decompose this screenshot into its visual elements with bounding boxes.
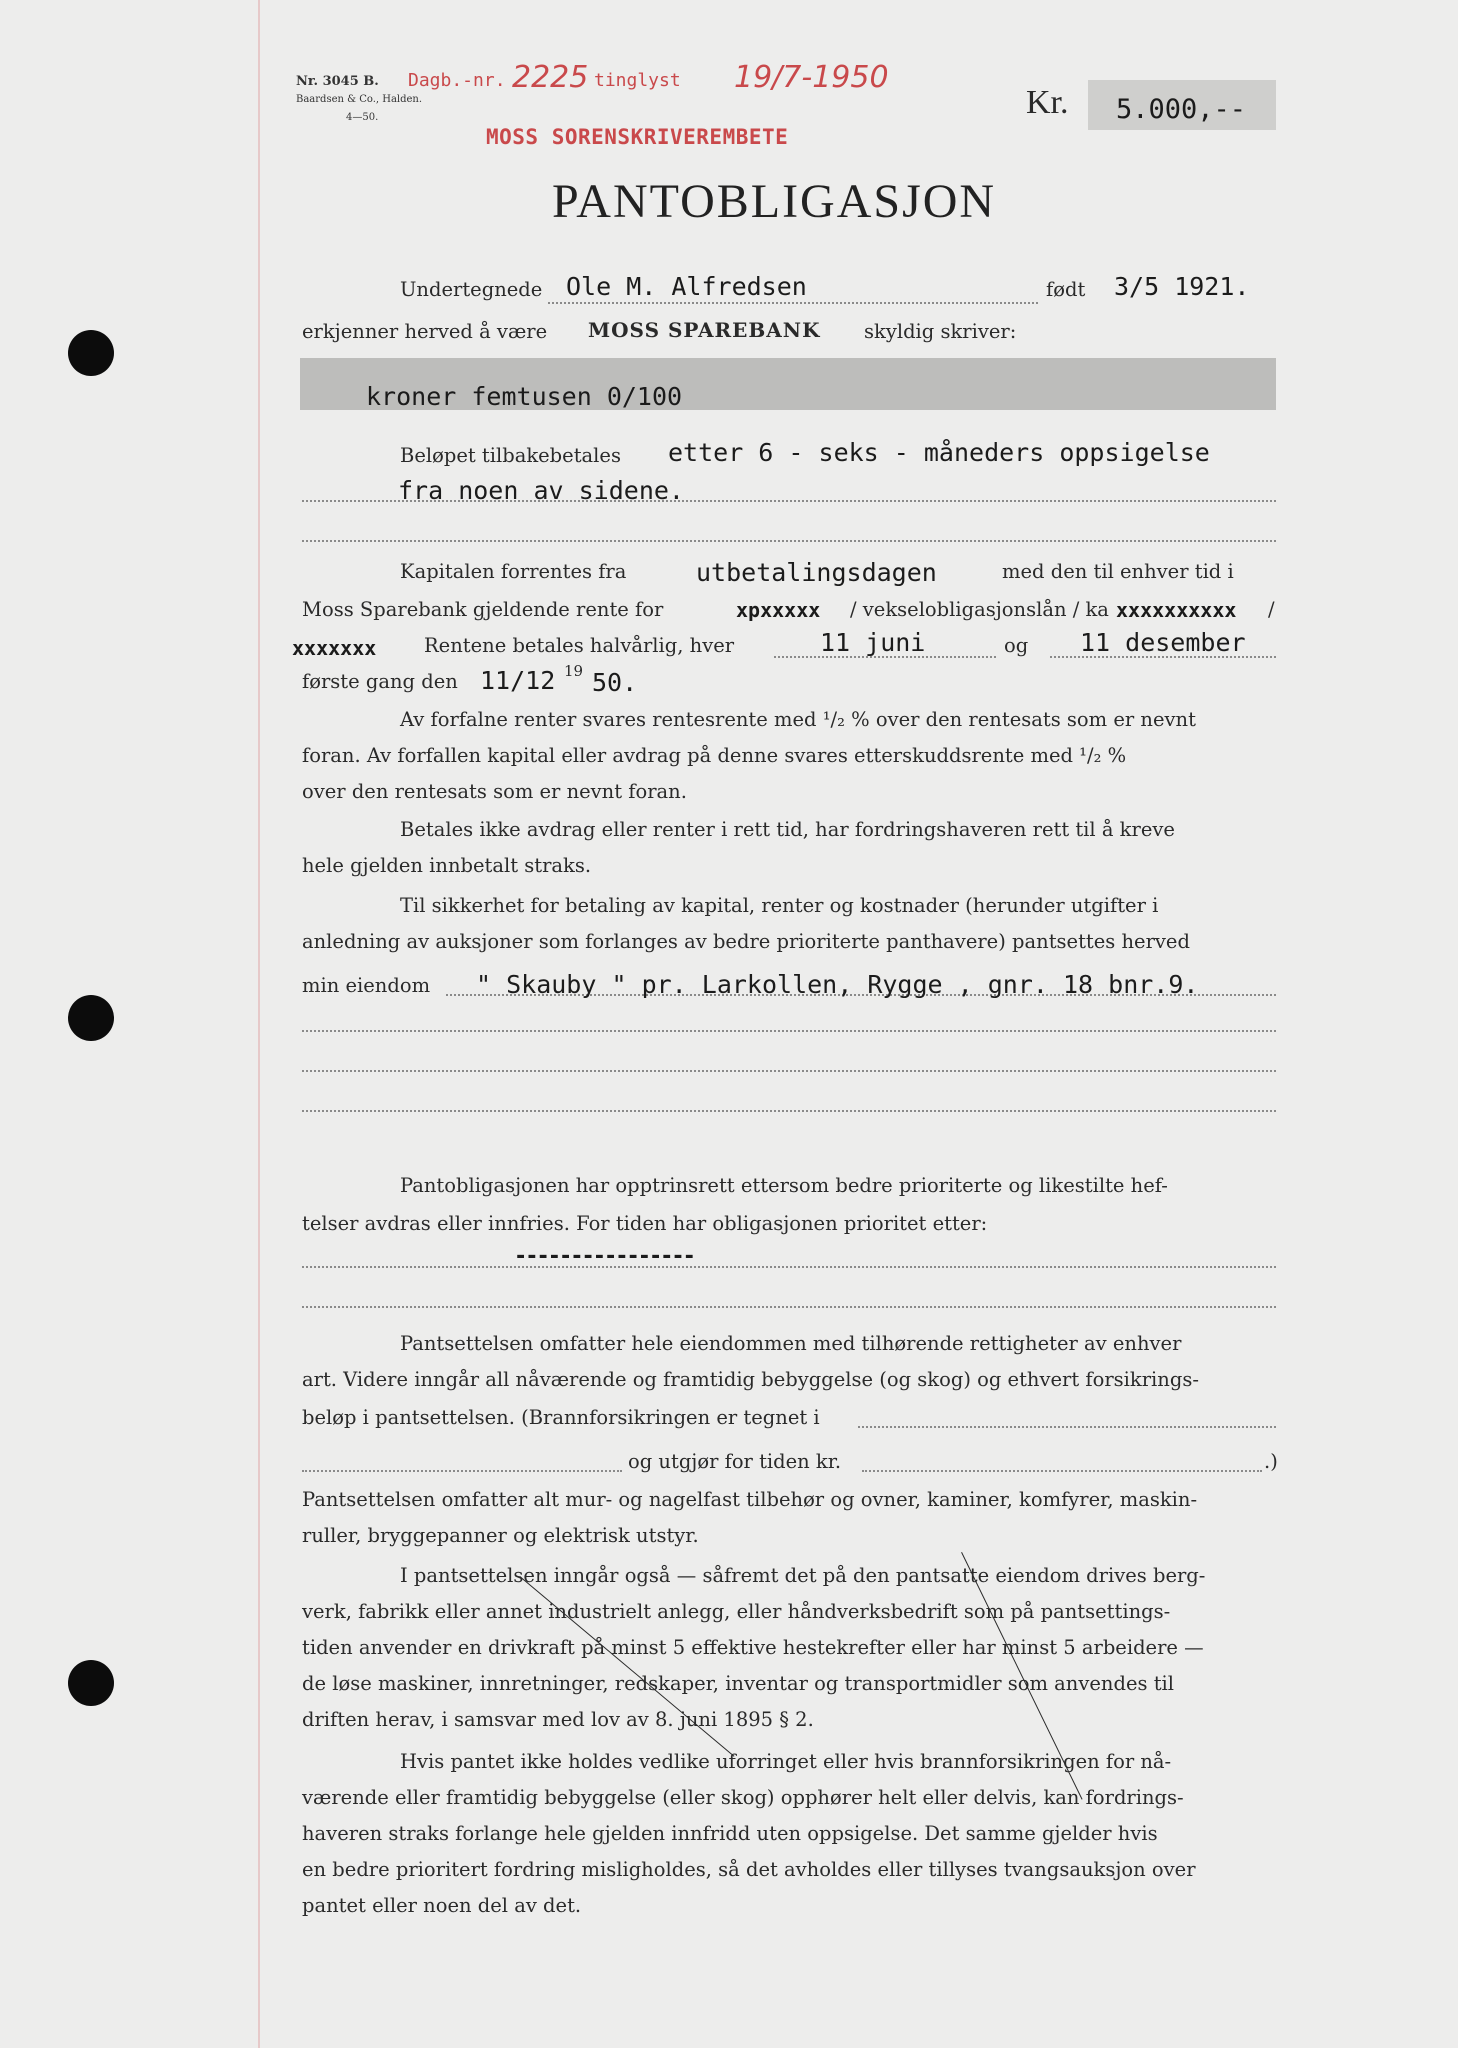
tinglyst-label: tinglyst	[594, 70, 681, 91]
p8-line-4: en bedre prioritert fordring misligholdes, så det avholdes eller tillyses tvangsauksjon over	[302, 1858, 1196, 1881]
p5-line-1: Pantsettelsen omfatter hele eiendommen med tilhørende rettigheter av enhver	[400, 1332, 1182, 1355]
payment-date-1: 11 juni	[820, 628, 926, 657]
property-label: min eiendom	[302, 974, 431, 997]
payment-date-2: 11 desember	[1080, 628, 1246, 657]
printer-name: Baardsen & Co., Halden.	[296, 94, 423, 105]
property-line-3	[302, 1070, 1276, 1072]
acknowledge-prefix: erkjenner herved å være	[302, 320, 548, 343]
first-payment-year: 50.	[592, 668, 638, 697]
insurance-line	[858, 1426, 1276, 1428]
p7-line-4: de løse maskiner, innretninger, redskaper, inventar og transportmidler som anvendes til	[302, 1672, 1175, 1695]
margin-line	[258, 0, 260, 2048]
tinglyst-date: 19/7-1950	[734, 60, 889, 95]
p8-line-3: haveren straks forlange hele gjelden innfridd uten oppsigelse. Det samme gjelder hvis	[302, 1822, 1158, 1845]
property-description: " Skauby " pr. Larkollen, Rygge , gnr. 18 bnr.9.	[476, 970, 1199, 999]
p6-line-2: ruller, bryggepanner og elektrisk utstyr.	[302, 1524, 699, 1547]
repayment-line-3	[302, 540, 1276, 542]
punch-hole-middle	[68, 995, 114, 1041]
priority-line-1	[302, 1266, 1276, 1268]
p8-line-1: Hvis pantet ikke holdes vedlike uforringet eller hvis brannforsikringen for nå-	[400, 1750, 1172, 1773]
p1-line-2: foran. Av forfallen kapital eller avdrag på denne svares etterskuddsrente med ¹/₂ %	[302, 744, 1127, 767]
dagbok-number: 2225	[512, 60, 589, 95]
interest-line-2a: Moss Sparebank gjeldende rente for	[302, 598, 664, 621]
first-payment-date: 11/12	[480, 666, 556, 695]
undertegnede-label: Undertegnede	[400, 278, 543, 301]
debtor-name: Ole M. Alfredsen	[566, 272, 807, 301]
bank-name: MOSS SPAREBANK	[588, 318, 821, 342]
interest-line-4a: første gang den	[302, 670, 458, 693]
form-number: Nr. 3045 B.	[296, 74, 379, 89]
name-line	[548, 302, 1038, 304]
kr-label: Kr.	[1026, 84, 1069, 121]
p6-line-1: Pantsettelsen omfatter alt mur- og nagelfast tilbehør og ovner, kaminer, komfyrer, maskin-	[302, 1488, 1198, 1511]
form-edition: 4—50.	[346, 112, 379, 123]
p5-amount-label: og utgjør for tiden kr.	[628, 1450, 842, 1473]
p4-line-2: telser avdras eller innfries. For tiden har obligasjonen prioritet etter:	[302, 1212, 988, 1235]
property-line-2	[302, 1030, 1276, 1032]
document-title: PANTOBLIGASJON	[552, 175, 997, 228]
p5-line-2: art. Videre inngår all nåværende og framtidig bebyggelse (og skog) og ethvert forsikrings-	[302, 1368, 1199, 1391]
p5-close: .)	[1264, 1450, 1278, 1473]
p7-line-2: verk, fabrikk eller annet industrielt anlegg, eller håndverksbedrift som på pantsettings-	[302, 1600, 1171, 1623]
property-line-4	[302, 1110, 1276, 1112]
p2-line-2: hele gjelden innbetalt straks.	[302, 854, 592, 877]
p1-line-3: over den rentesats som er nevnt foran.	[302, 780, 687, 803]
born-label: født	[1046, 278, 1086, 301]
struck-option-2: xxxxxxxxxx	[1116, 598, 1237, 622]
repayment-text-2: fra noen av sidene.	[398, 476, 684, 505]
court-stamp: MOSS SORENSKRIVEREMBETE	[486, 125, 789, 149]
punch-hole-bottom	[68, 1660, 114, 1706]
p3-line-2: anledning av auksjoner som forlanges av bedre prioriterte panthavere) pantsettes herved	[302, 930, 1190, 953]
interest-start: utbetalingsdagen	[696, 558, 937, 587]
amount-line-left	[302, 1470, 622, 1472]
priority-line-2	[302, 1306, 1276, 1308]
interest-line-1b: med den til enhver tid i	[1002, 560, 1234, 583]
amount-line-right	[862, 1470, 1262, 1472]
p7-line-1: I pantsettelsen inngår også — såfremt det på den pantsatte eiendom drives berg-	[400, 1564, 1206, 1587]
struck-option-3: xxxxxxx	[292, 636, 377, 660]
interest-line-2b: / vekselobligasjonslån / ka	[850, 598, 1109, 621]
p7-line-5: driften herav, i samsvar med lov av 8. juni 1895 § 2.	[302, 1708, 814, 1731]
interest-line-1a: Kapitalen forrentes fra	[400, 560, 627, 583]
interest-og: og	[1004, 634, 1029, 657]
acknowledge-suffix: skyldig skriver:	[864, 320, 1017, 343]
amount-value: 5.000,--	[1116, 94, 1247, 125]
dagbok-label: Dagb.-nr.	[408, 70, 506, 91]
p2-line-1: Betales ikke avdrag eller renter i rett tid, har fordringshaveren rett til å kreve	[400, 818, 1175, 841]
repayment-text-1: etter 6 - seks - måneders oppsigelse	[668, 438, 1210, 467]
priority-dashes: ----------------	[514, 1244, 694, 1269]
struck-option-1: xpxxxxx	[736, 598, 821, 622]
interest-line-2c: /	[1268, 598, 1275, 621]
interest-line-3a: Rentene betales halvårlig, hver	[424, 634, 735, 657]
p1-line-1: Av forfalne renter svares rentesrente med ¹/₂ % over den rentesats som er nevnt	[400, 708, 1196, 731]
p4-line-1: Pantobligasjonen har opptrinsrett ettersom bedre prioriterte og likestilte hef-	[400, 1174, 1168, 1197]
p3-line-1: Til sikkerhet for betaling av kapital, renter og kostnader (herunder utgifter i	[400, 894, 1159, 917]
repayment-label: Beløpet tilbakebetales	[400, 444, 621, 467]
p7-line-3: tiden anvender en drivkraft på minst 5 effektive hestekrefter eller har minst 5 arbeidere —	[302, 1636, 1204, 1659]
born-date: 3/5 1921.	[1114, 272, 1250, 301]
first-payment-century: 19	[564, 662, 584, 680]
p5-line-3: beløp i pantsettelsen. (Brannforsikringen er tegnet i	[302, 1406, 820, 1429]
punch-hole-top	[68, 330, 114, 376]
amount-in-words: kroner femtusen 0/100	[366, 382, 683, 411]
p8-line-2: værende eller framtidig bebyggelse (eller skog) opphører helt eller delvis, kan fordrings-	[302, 1786, 1184, 1809]
p8-line-5: pantet eller noen del av det.	[302, 1894, 582, 1917]
